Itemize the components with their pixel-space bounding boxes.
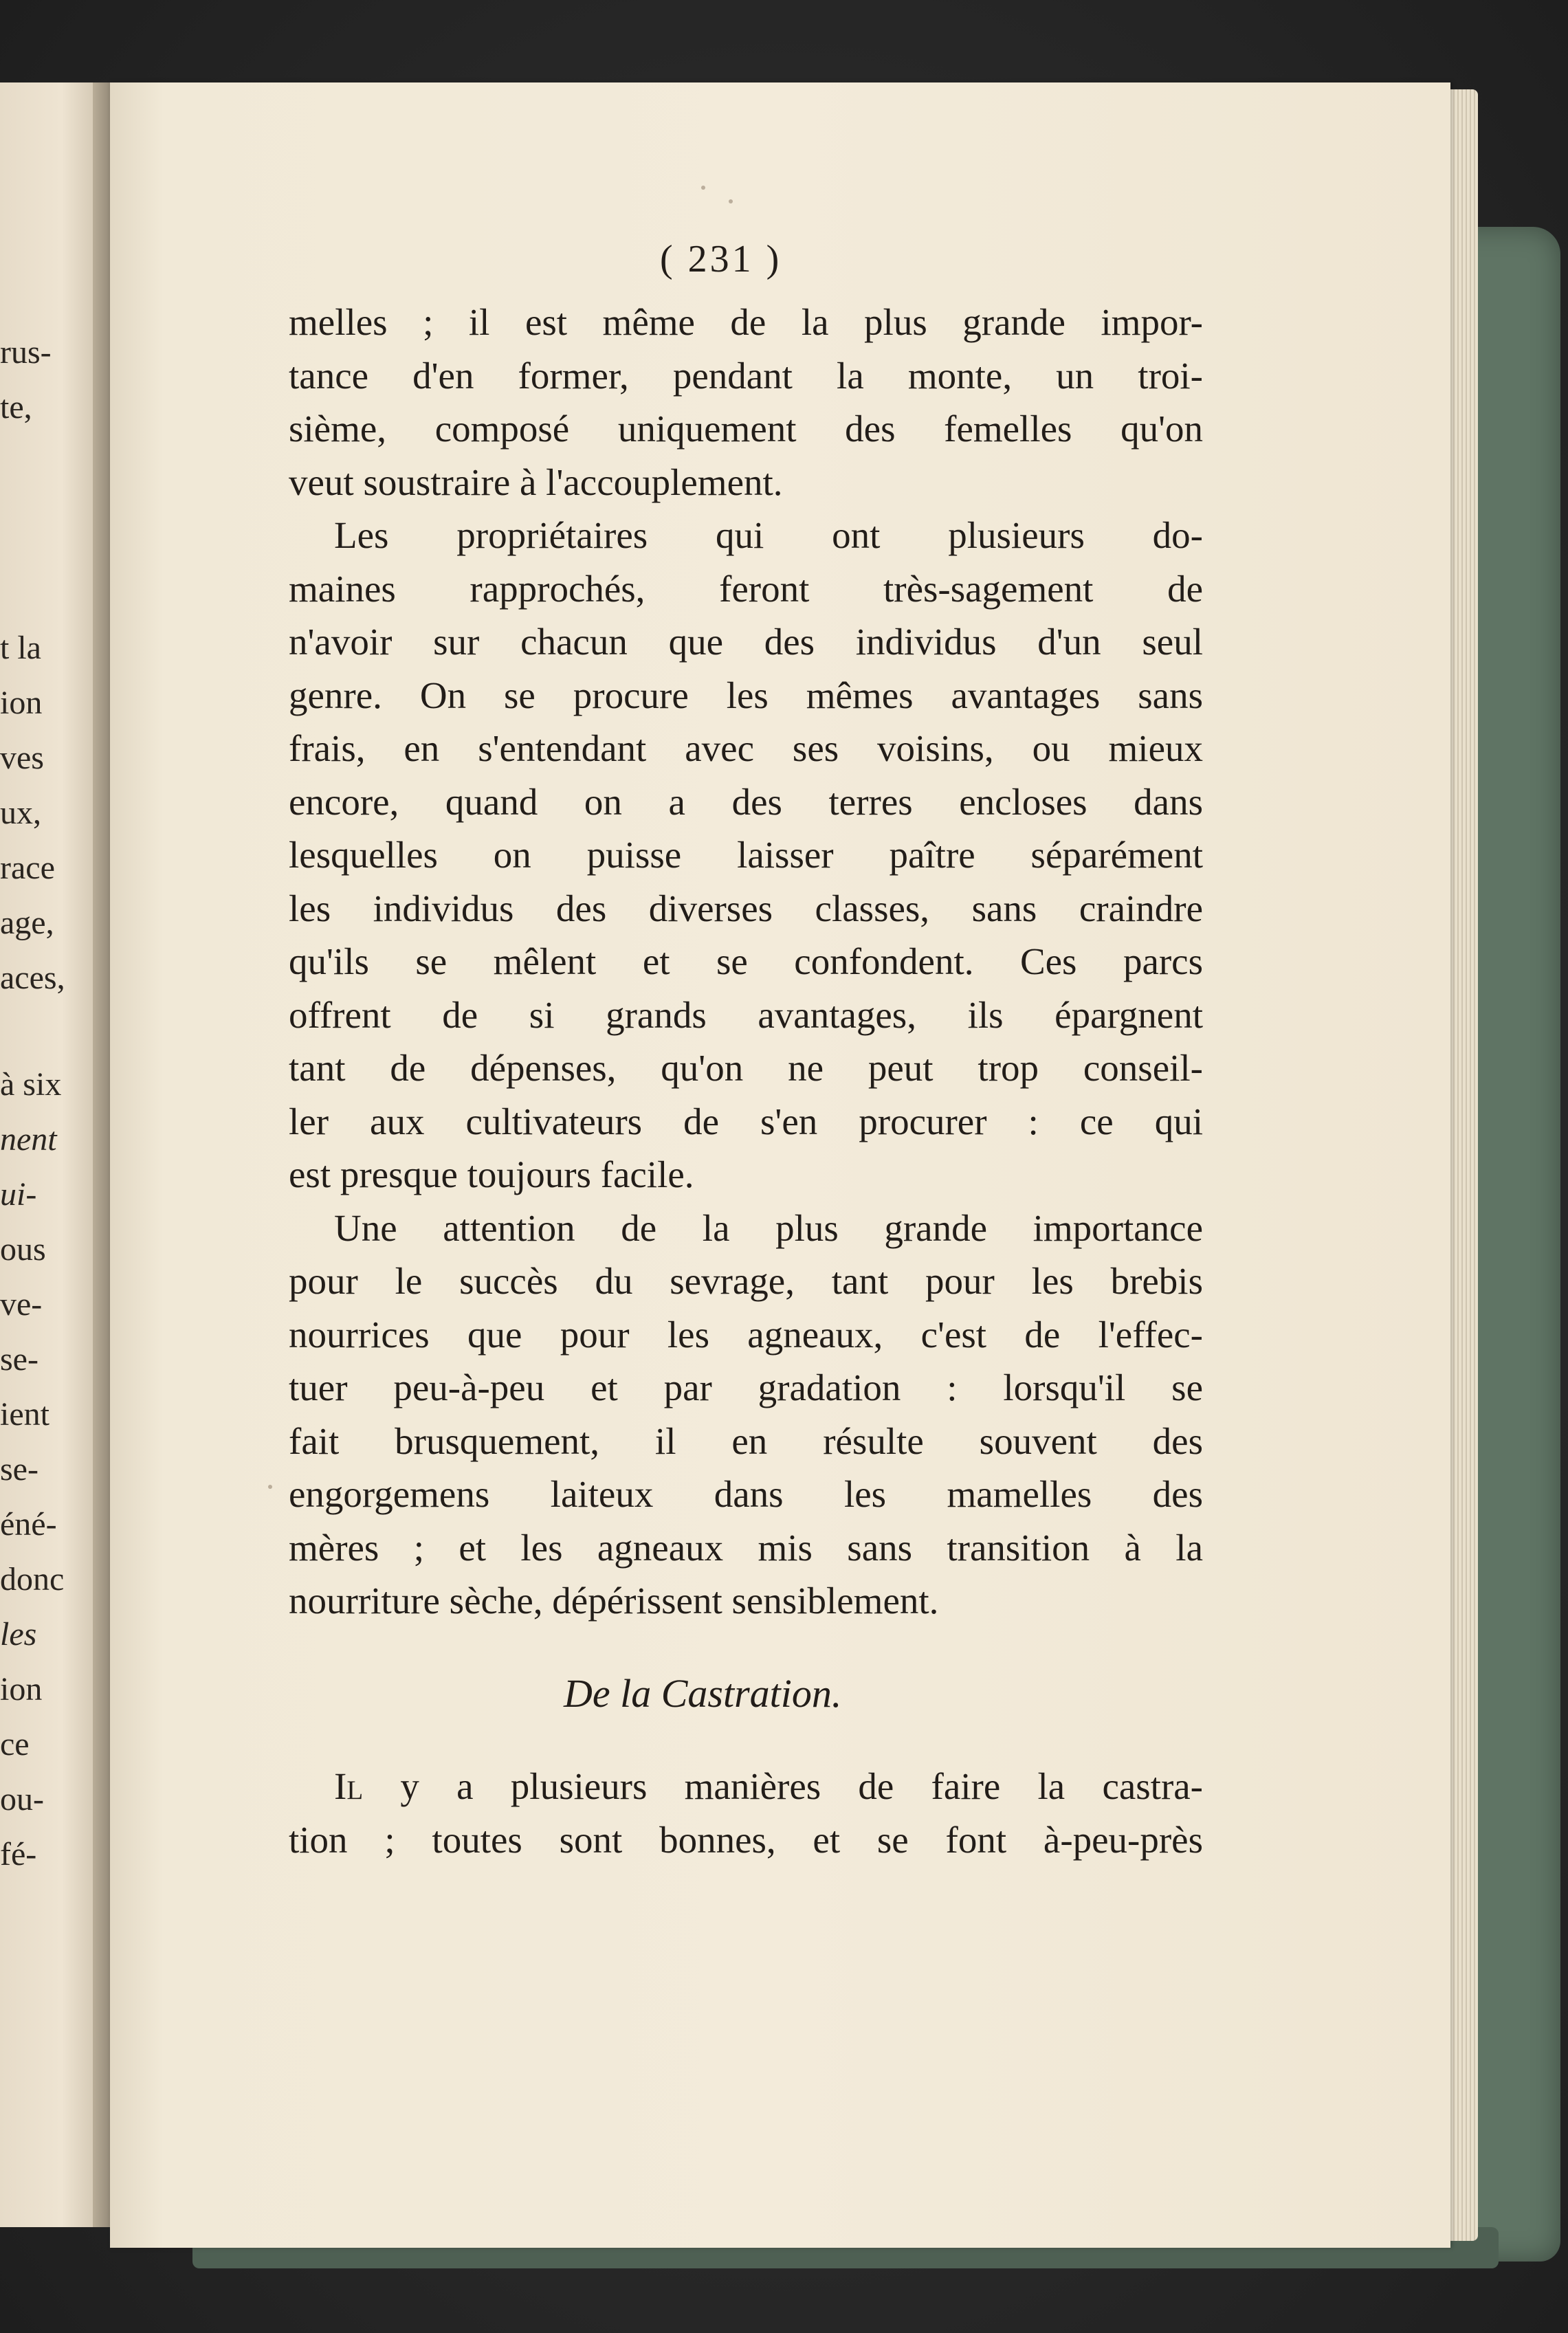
facing-fragment: fé- (0, 1836, 37, 1872)
text-line: mères ; et les agneaux mis sans transition à la (289, 1526, 1203, 1569)
text-line: melles ; il est même de la plus grande impor- (289, 301, 1203, 343)
text-line: genre. On se procure les mêmes avantages sans (289, 674, 1203, 716)
foxing-spot (268, 1485, 272, 1489)
foxing-spot (729, 199, 733, 203)
facing-fragment: se- (0, 1341, 38, 1378)
facing-fragment: ux, (0, 795, 41, 831)
text-line: lesquelles on puisse laisser paître séparément (289, 834, 1203, 876)
facing-fragment: à six (0, 1066, 62, 1103)
facing-fragment: race (0, 850, 55, 886)
facing-fragment: ves (0, 740, 44, 776)
text-line: tion ; toutes sont bonnes, et se font à-peu-près (289, 1818, 1203, 1861)
facing-fragment: ous (0, 1231, 46, 1268)
text-line: frais, en s'entendant avec ses voisins, ou mieux (289, 727, 1203, 769)
text-line: engorgemens laiteux dans les mamelles des (289, 1473, 1203, 1515)
text-line: pour le succès du sevrage, tant pour les brebis (289, 1260, 1203, 1302)
facing-fragment: aces, (0, 960, 65, 996)
facing-fragment: se- (0, 1451, 38, 1488)
text-line: ler aux cultivateurs de s'en procurer : ce qui (289, 1100, 1203, 1142)
facing-fragment: ion (0, 1671, 43, 1707)
text-line: n'avoir sur chacun que des individus d'un seul (289, 621, 1203, 663)
facing-fragment: t la (0, 630, 41, 666)
facing-fragment: ce (0, 1726, 30, 1762)
text-line: sième, composé uniquement des femelles qu'on (289, 408, 1203, 450)
text-line: offrent de si grands avantages, ils épargnent (289, 993, 1203, 1036)
text-line: encore, quand on a des terres encloses dans (289, 780, 1203, 823)
text-line: est presque toujours facile. (289, 1153, 694, 1195)
text-line: tuer peu-à-peu et par gradation : lorsqu'il se (289, 1367, 1203, 1408)
facing-fragment: nent (0, 1121, 57, 1158)
text-line: veut soustraire à l'accouplement. (289, 461, 783, 503)
facing-fragment: ient (0, 1396, 49, 1433)
text-line: maines rapprochés, feront très-sagement de (289, 567, 1203, 610)
facing-fragment: ion (0, 685, 43, 721)
text-line: tant de dépenses, qu'on ne peut trop conseil- (289, 1047, 1203, 1089)
text-line (289, 1760, 1203, 1813)
facing-page-left (0, 82, 103, 2227)
body-text (289, 296, 1203, 1628)
text-line: qu'ils se mêlent et se confondent. Ces parcs (289, 940, 1203, 982)
body-text-continued (289, 1760, 1203, 1866)
text-line-content: y a plusieurs manières de faire la castra- (400, 1765, 1203, 1807)
dropcap-word: Il (334, 1765, 364, 1807)
text-line: tance d'en former, pendant la monte, un troi- (289, 354, 1203, 397)
facing-fragment: te, (0, 389, 32, 425)
text-line: Les propriétaires qui ont plusieurs do- (334, 514, 1203, 556)
text-line: nourriture sèche, dépérissent sensiblement. (289, 1580, 939, 1622)
facing-fragment: ou- (0, 1781, 44, 1817)
section-heading: De la Castration. (564, 1671, 842, 1716)
facing-fragment: donc (0, 1561, 65, 1597)
text-line: les individus des diverses classes, sans craindre (289, 887, 1203, 929)
facing-fragment: les (0, 1616, 37, 1652)
facing-fragment: age, (0, 905, 54, 941)
foxing-spot (701, 186, 705, 190)
text-line: nourrices que pour les agneaux, c'est de l'effec- (289, 1313, 1203, 1356)
text-line: fait brusquement, il en résulte souvent des (289, 1419, 1203, 1462)
facing-fragment: éné- (0, 1506, 57, 1543)
text-line: Une attention de la plus grande importance (334, 1206, 1203, 1249)
page-number: ( 231 ) (660, 238, 782, 280)
facing-fragment: rus- (0, 334, 52, 371)
facing-fragment: ui- (0, 1176, 37, 1213)
facing-fragment: ve- (0, 1286, 43, 1323)
